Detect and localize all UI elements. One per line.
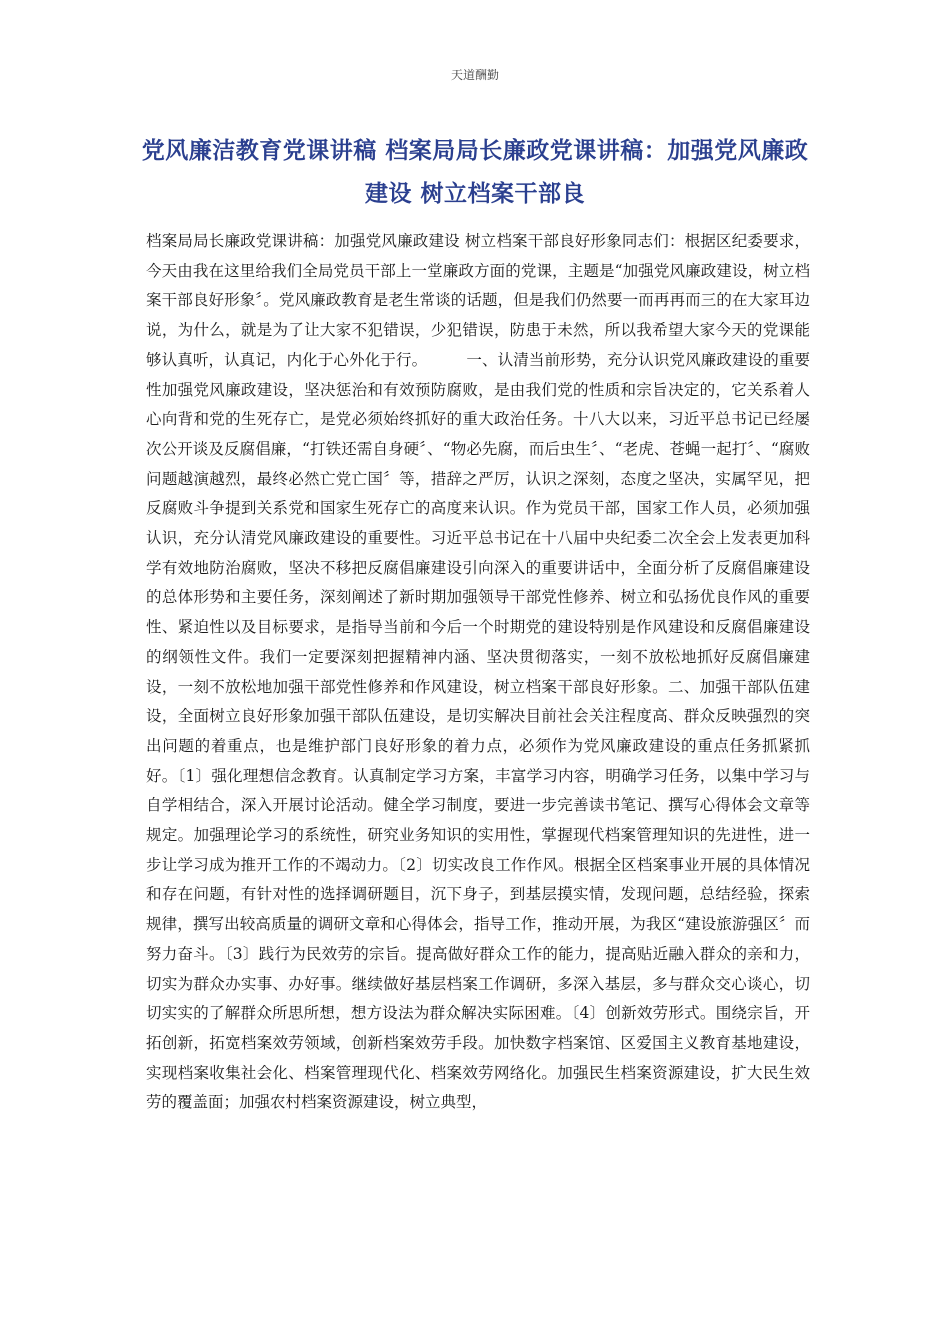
document-title: 党风廉洁教育党课讲稿 档案局局长廉政党课讲稿：加强党风廉政建设 树立档案干部良: [141, 138, 809, 207]
document-body: 档案局局长廉政党课讲稿：加强党风廉政建设 树立档案干部良好形象同志们：根据区纪委要求，今天由我在这里给我们全局党员干部上一堂廉政方面的党课，主题是“加强党风廉政建设，树立档案干部良好形象〞。党风廉政教育是老生常谈的话题，但是我们仍然要一而再再而三的在大家耳边说，为什么，就是为了让大家不犯错误，少犯错误，防患于未然，所以我希望大家今天的党课能够认真听，认真记，内化于心外化于行。 一、认清当前形势，充分认识党风廉政建设的重要性加强党风廉政建设，坚决惩治和有效预防腐败，是由我们党的性质和宗旨决定的，它关系着人心向背和党的生死存亡，是党必须始终抓好的重大政治任务。十八大以来，习近平总书记已经屡次公开谈及反腐倡廉，“打铁还需自身硬〞、“物必先腐，而后虫生〞、“老虎、苍蝇一起打〞、“腐败问题越演越烈，最终必然亡党亡国〞等，措辞之严厉，认识之深刻，态度之坚决，实属罕见，把反腐败斗争提到关系党和国家生死存亡的高度来认识。作为党员干部，国家工作人员，必须加强认识，充分认清党风廉政建设的重要性。习近平总书记在十八届中央纪委二次全会上发表更加科学有效地防治腐败，坚决不移把反腐倡廉建设引向深入的重要讲话中，全面分析了反腐倡廉建设的总体形势和主要任务，深刻阐述了新时期加强领导干部党性修养、树立和弘扬优良作风的重要性、紧迫性以及目标要求，是指导当前和今后一个时期党的建设特别是作风建设和反腐倡廉建设的纲领性文件。我们一定要深刻把握精神内涵、坚决贯彻落实，一刻不放松地抓好反腐倡廉建设，一刻不放松地加强干部党性修养和作风建设，树立档案干部良好形象。二、加强干部队伍建设，全面树立良好形象加强干部队伍建设，是切实解决目前社会关注程度高、群众反映强烈的突出问题的着重点，也是维护部门良好形象的着力点，必须作为党风廉政建设的重点任务抓紧抓好。〔1〕强化理想信念教育。认真制定学习方案，丰富学习内容，明确学习任务，以集中学习与自学相结合，深入开展讨论活动。健全学习制度，要进一步完善读书笔记、撰写心得体会文章等规定。加强理论学习的系统性，研究业务知识的实用性，掌握现代档案管理知识的先进性，进一步让学习成为推开工作的不竭动力。〔2〕切实改良工作作风。根据全区档案事业开展的具体情况和存在问题，有针对性的选择调研题目，沉下身子，到基层摸实情，发现问题，总结经验，探索规律，撰写出较高质量的调研文章和心得体会，指导工作，推动开展，为我区“建设旅游强区〞而努力奋斗。〔3〕践行为民效劳的宗旨。提高做好群众工作的能力，提高贴近融入群众的亲和力，切实为群众办实事、办好事。继续做好基层档案工作调研，多深入基层，多与群众交心谈心，切切实实的了解群众所思所想，想方设法为群众解决实际困难。〔4〕创新效劳形式。围绕宗旨，开拓创新，拓宽档案效劳领域，创新档案效劳手段。加快数字档案馆、区爱国主义教育基地建设，实现档案收集社会化、档案管理现代化、档案效劳网络化。加强民生档案资源建设，扩大民生效劳的覆盖面；加强农村档案资源建设，树立典型，: [146, 232, 810, 1112]
page-header: 天道酬勤: [450, 68, 499, 82]
